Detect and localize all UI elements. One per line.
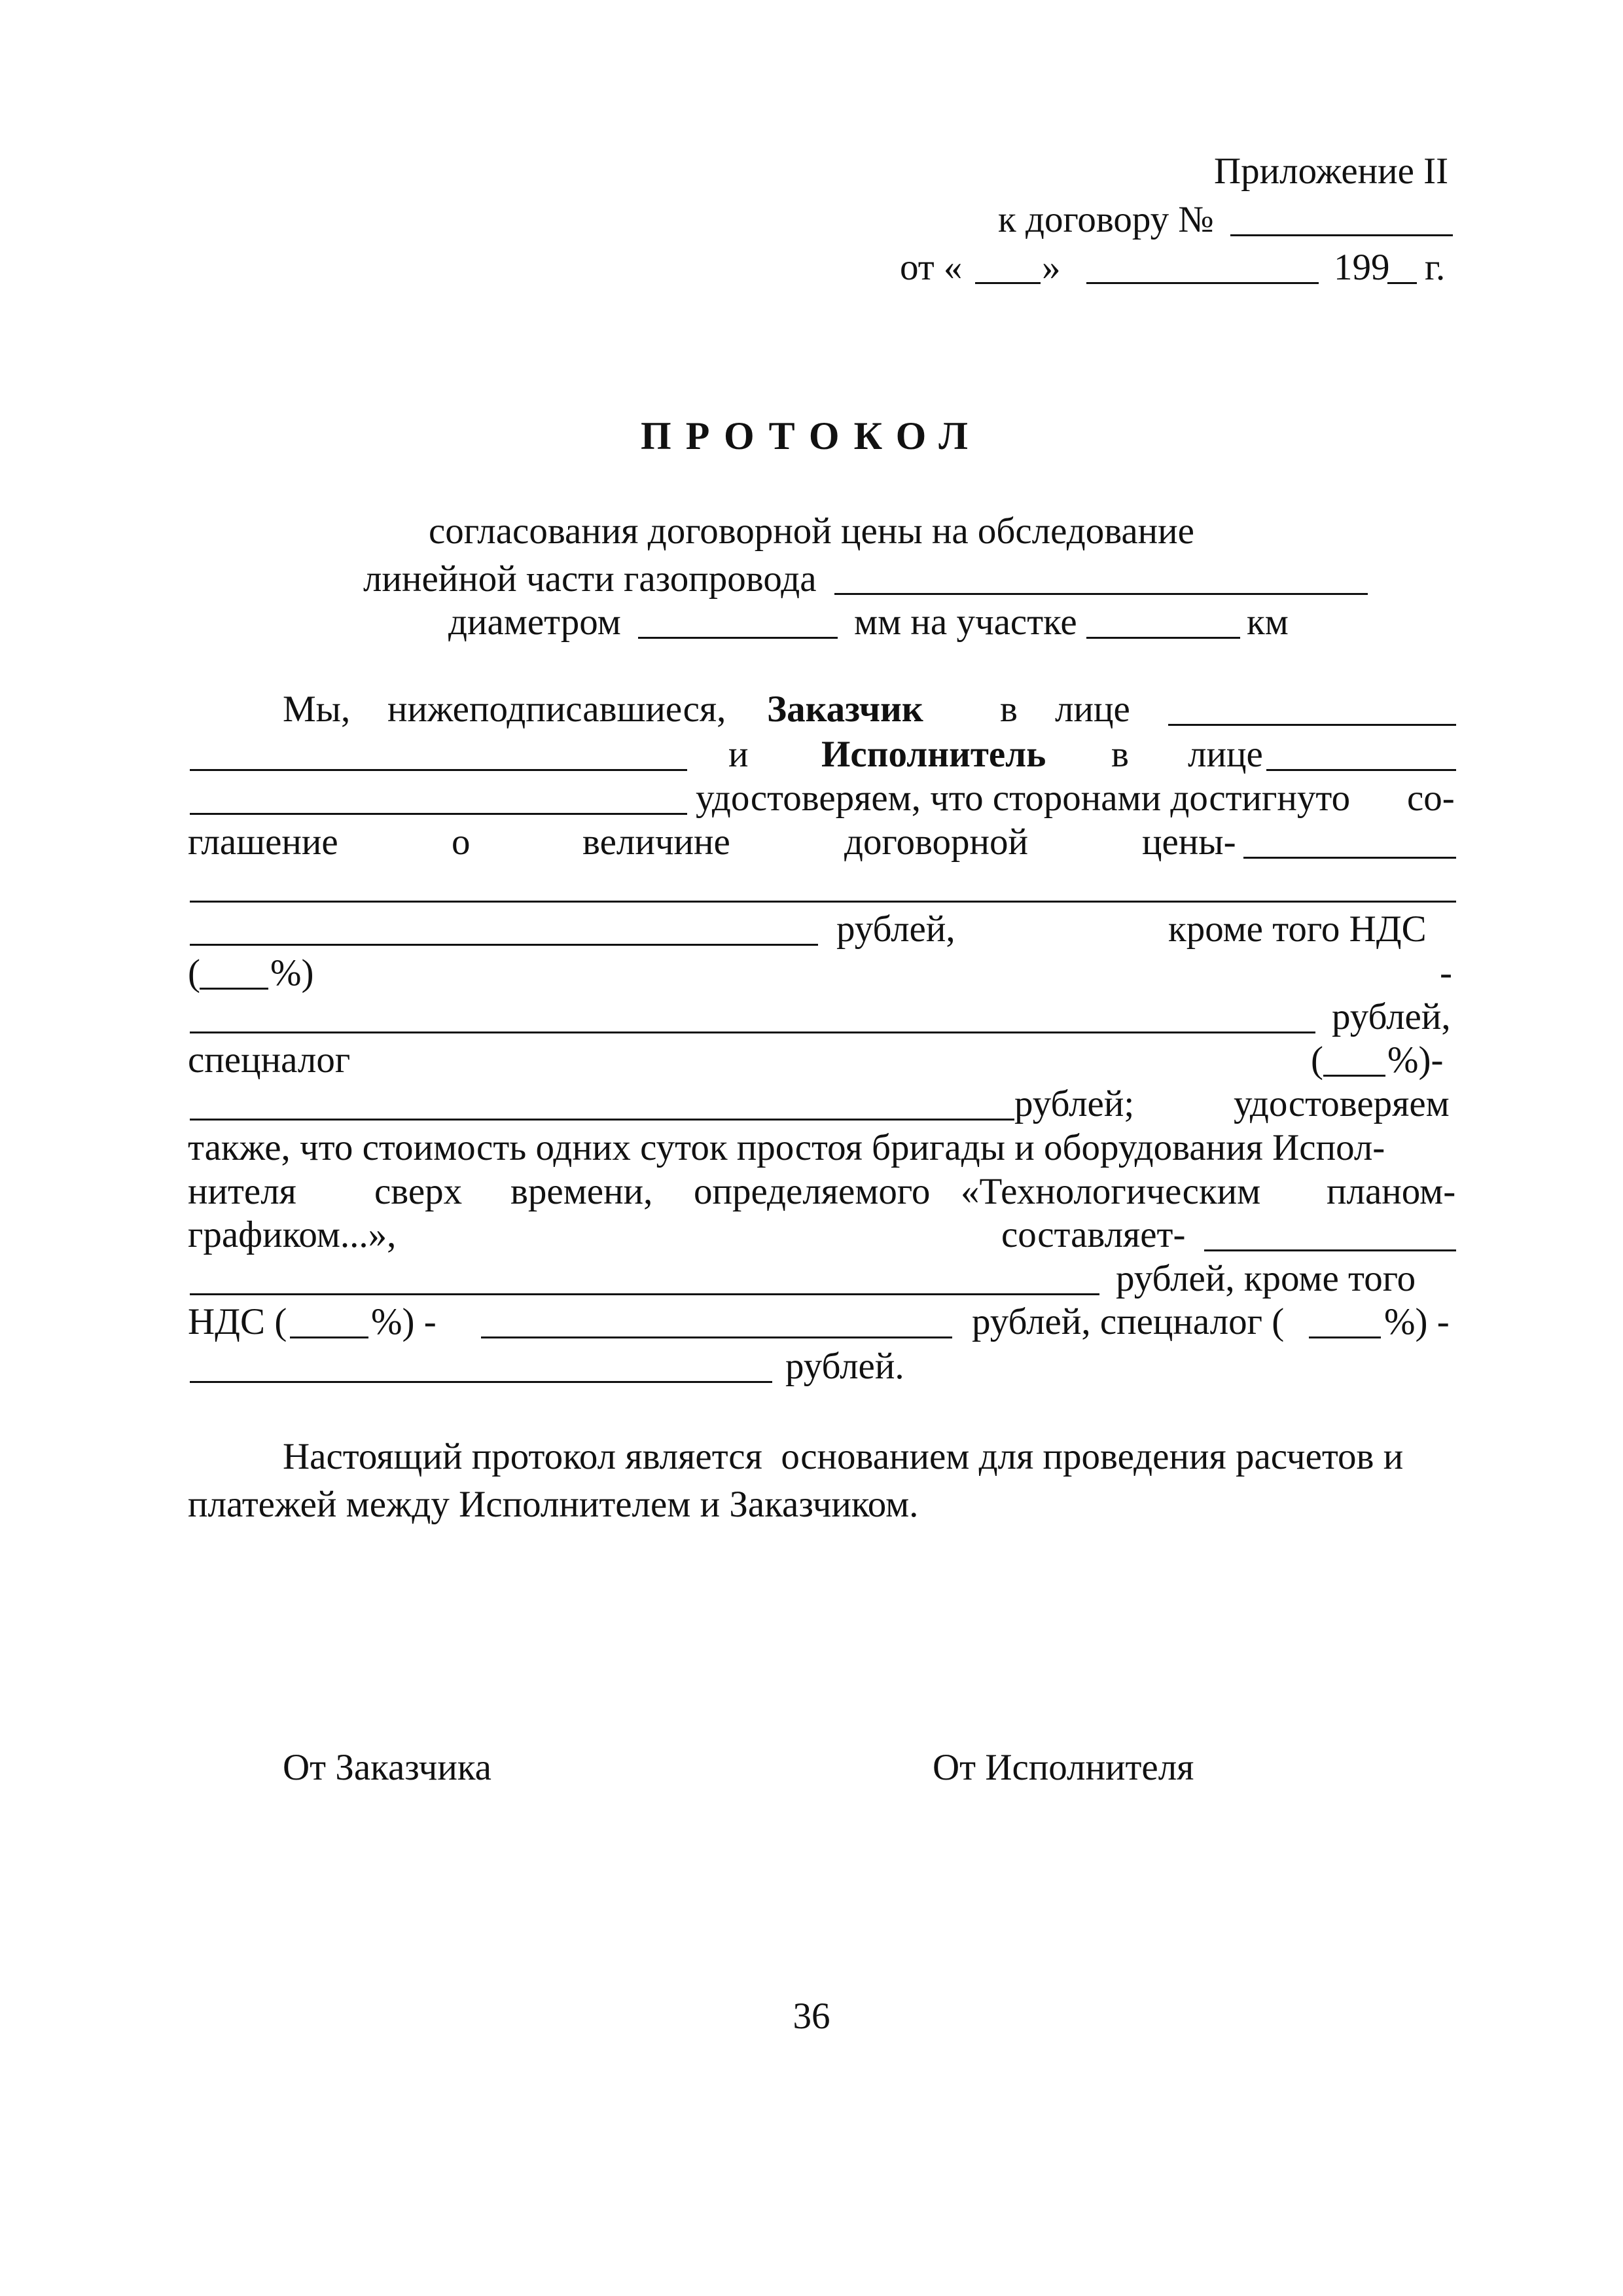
rubles-besides-label: рублей, кроме того xyxy=(1116,1258,1416,1299)
word-person-1: лице xyxy=(1055,689,1130,730)
page-number: 36 xyxy=(793,1996,830,2037)
word-contractors: нителя xyxy=(188,1171,296,1212)
word-amount: величине xyxy=(582,821,730,863)
word-time: времени, xyxy=(510,1171,653,1212)
word-about: о xyxy=(452,821,471,863)
subtitle-line1: согласования договорной цены на обследование xyxy=(429,511,1194,552)
contract-number-blank xyxy=(1230,234,1453,236)
price-blank-full xyxy=(190,901,1456,903)
word-we: Мы, xyxy=(283,689,351,730)
rubles-label-final: рублей. xyxy=(785,1346,904,1387)
customer-rep-blank xyxy=(1168,724,1456,726)
pipeline-name-blank xyxy=(834,593,1368,595)
downtime-text: также, что стоимость одних суток простоя бригады и оборудования Испол- xyxy=(188,1127,1385,1168)
word-price: цены- xyxy=(1142,821,1236,863)
rubles-label-2: рублей, xyxy=(1332,996,1451,1037)
vat-amount-blank xyxy=(190,1031,1315,1033)
closing-line2: платежей между Исполнителем и Заказчиком. xyxy=(188,1484,919,1525)
special-tax-close-paren: %)- xyxy=(1387,1039,1444,1081)
special-tax-label: спецналог xyxy=(188,1039,351,1081)
vat-close-paren: %) xyxy=(270,952,314,994)
subtitle-pipeline-label: линейной части газопровода xyxy=(363,558,817,600)
special-tax-close-2: %) - xyxy=(1384,1301,1450,1342)
word-agreement: глашение xyxy=(188,821,338,863)
appendix-label: Приложение II xyxy=(1214,151,1449,192)
special-tax-open-paren: ( xyxy=(1311,1039,1323,1081)
section-blank xyxy=(1086,637,1240,639)
vat-label-2: НДС ( xyxy=(188,1301,287,1342)
diameter-blank xyxy=(638,637,838,639)
mm-section-label: мм на участке xyxy=(854,601,1077,643)
hyphen-so: со- xyxy=(1407,778,1455,819)
date-year: 199 xyxy=(1334,247,1390,288)
contractor-rep-blank-2 xyxy=(190,813,687,815)
word-amounts: составляет- xyxy=(1001,1214,1186,1255)
word-determined: определяемого xyxy=(694,1171,931,1212)
vat-amount-blank-2 xyxy=(481,1336,952,1338)
downtime-cost-blank xyxy=(1204,1249,1456,1251)
word-contractor: Исполнитель xyxy=(821,734,1046,775)
date-prefix: от « xyxy=(900,247,963,288)
contractor-rep-blank xyxy=(1266,769,1456,771)
word-and: и xyxy=(728,734,749,775)
diameter-label: диаметром xyxy=(448,601,621,643)
signature-contractor: От Исполнителя xyxy=(933,1747,1194,1788)
km-label: км xyxy=(1247,601,1289,643)
vat-open-paren: ( xyxy=(188,952,200,994)
price-rubles-blank xyxy=(190,944,818,946)
rubles-label-1: рублей, xyxy=(836,908,955,950)
word-plan: планом- xyxy=(1327,1171,1456,1212)
word-person-2: лице xyxy=(1188,734,1263,775)
vat-close-2: %) - xyxy=(371,1301,437,1342)
word-undersigned: нижеподписавшиеся, xyxy=(387,689,726,730)
contract-ref-label: к договору № xyxy=(998,199,1214,240)
date-month-blank xyxy=(1086,282,1319,284)
special-tax-percent-blank xyxy=(1323,1075,1385,1077)
date-year-unit: г. xyxy=(1425,247,1446,288)
date-day-blank xyxy=(975,282,1041,284)
word-beyond: сверх xyxy=(374,1171,463,1212)
date-year-blank xyxy=(1387,282,1417,284)
vat-percent-blank-2 xyxy=(290,1336,368,1338)
date-suffix: » xyxy=(1042,247,1061,288)
certify-text: удостоверяем, что сторонами достигнуто xyxy=(696,778,1351,819)
closing-line1: Настоящий протокол является основанием для проведения расчетов и xyxy=(283,1436,1404,1477)
besides-vat-label: кроме того НДС xyxy=(1168,908,1427,950)
special-tax-amount-blank xyxy=(190,1119,1014,1121)
price-blank xyxy=(1243,857,1456,859)
word-contractual: договорной xyxy=(844,821,1028,863)
rubles-special-tax-label: рублей, спецналог ( xyxy=(972,1301,1285,1342)
special-tax-amount-blank-2 xyxy=(190,1381,772,1383)
vat-percent-blank xyxy=(200,988,268,990)
special-tax-percent-blank-2 xyxy=(1309,1336,1381,1338)
customer-rep-blank-2 xyxy=(190,769,687,771)
word-in-2: в xyxy=(1111,734,1129,775)
downtime-cost-blank-2 xyxy=(190,1293,1099,1295)
certify-label-2: удостоверяем xyxy=(1234,1083,1450,1124)
document-title: ПРОТОКОЛ xyxy=(641,414,982,457)
word-in-1: в xyxy=(1000,689,1018,730)
word-schedule: графиком...», xyxy=(188,1214,397,1255)
word-customer: Заказчик xyxy=(767,689,923,730)
vat-dash: - xyxy=(1440,952,1452,994)
rubles-label-3: рублей; xyxy=(1014,1083,1135,1124)
signature-customer: От Заказчика xyxy=(283,1747,491,1788)
word-technological: «Технологическим xyxy=(961,1171,1261,1212)
